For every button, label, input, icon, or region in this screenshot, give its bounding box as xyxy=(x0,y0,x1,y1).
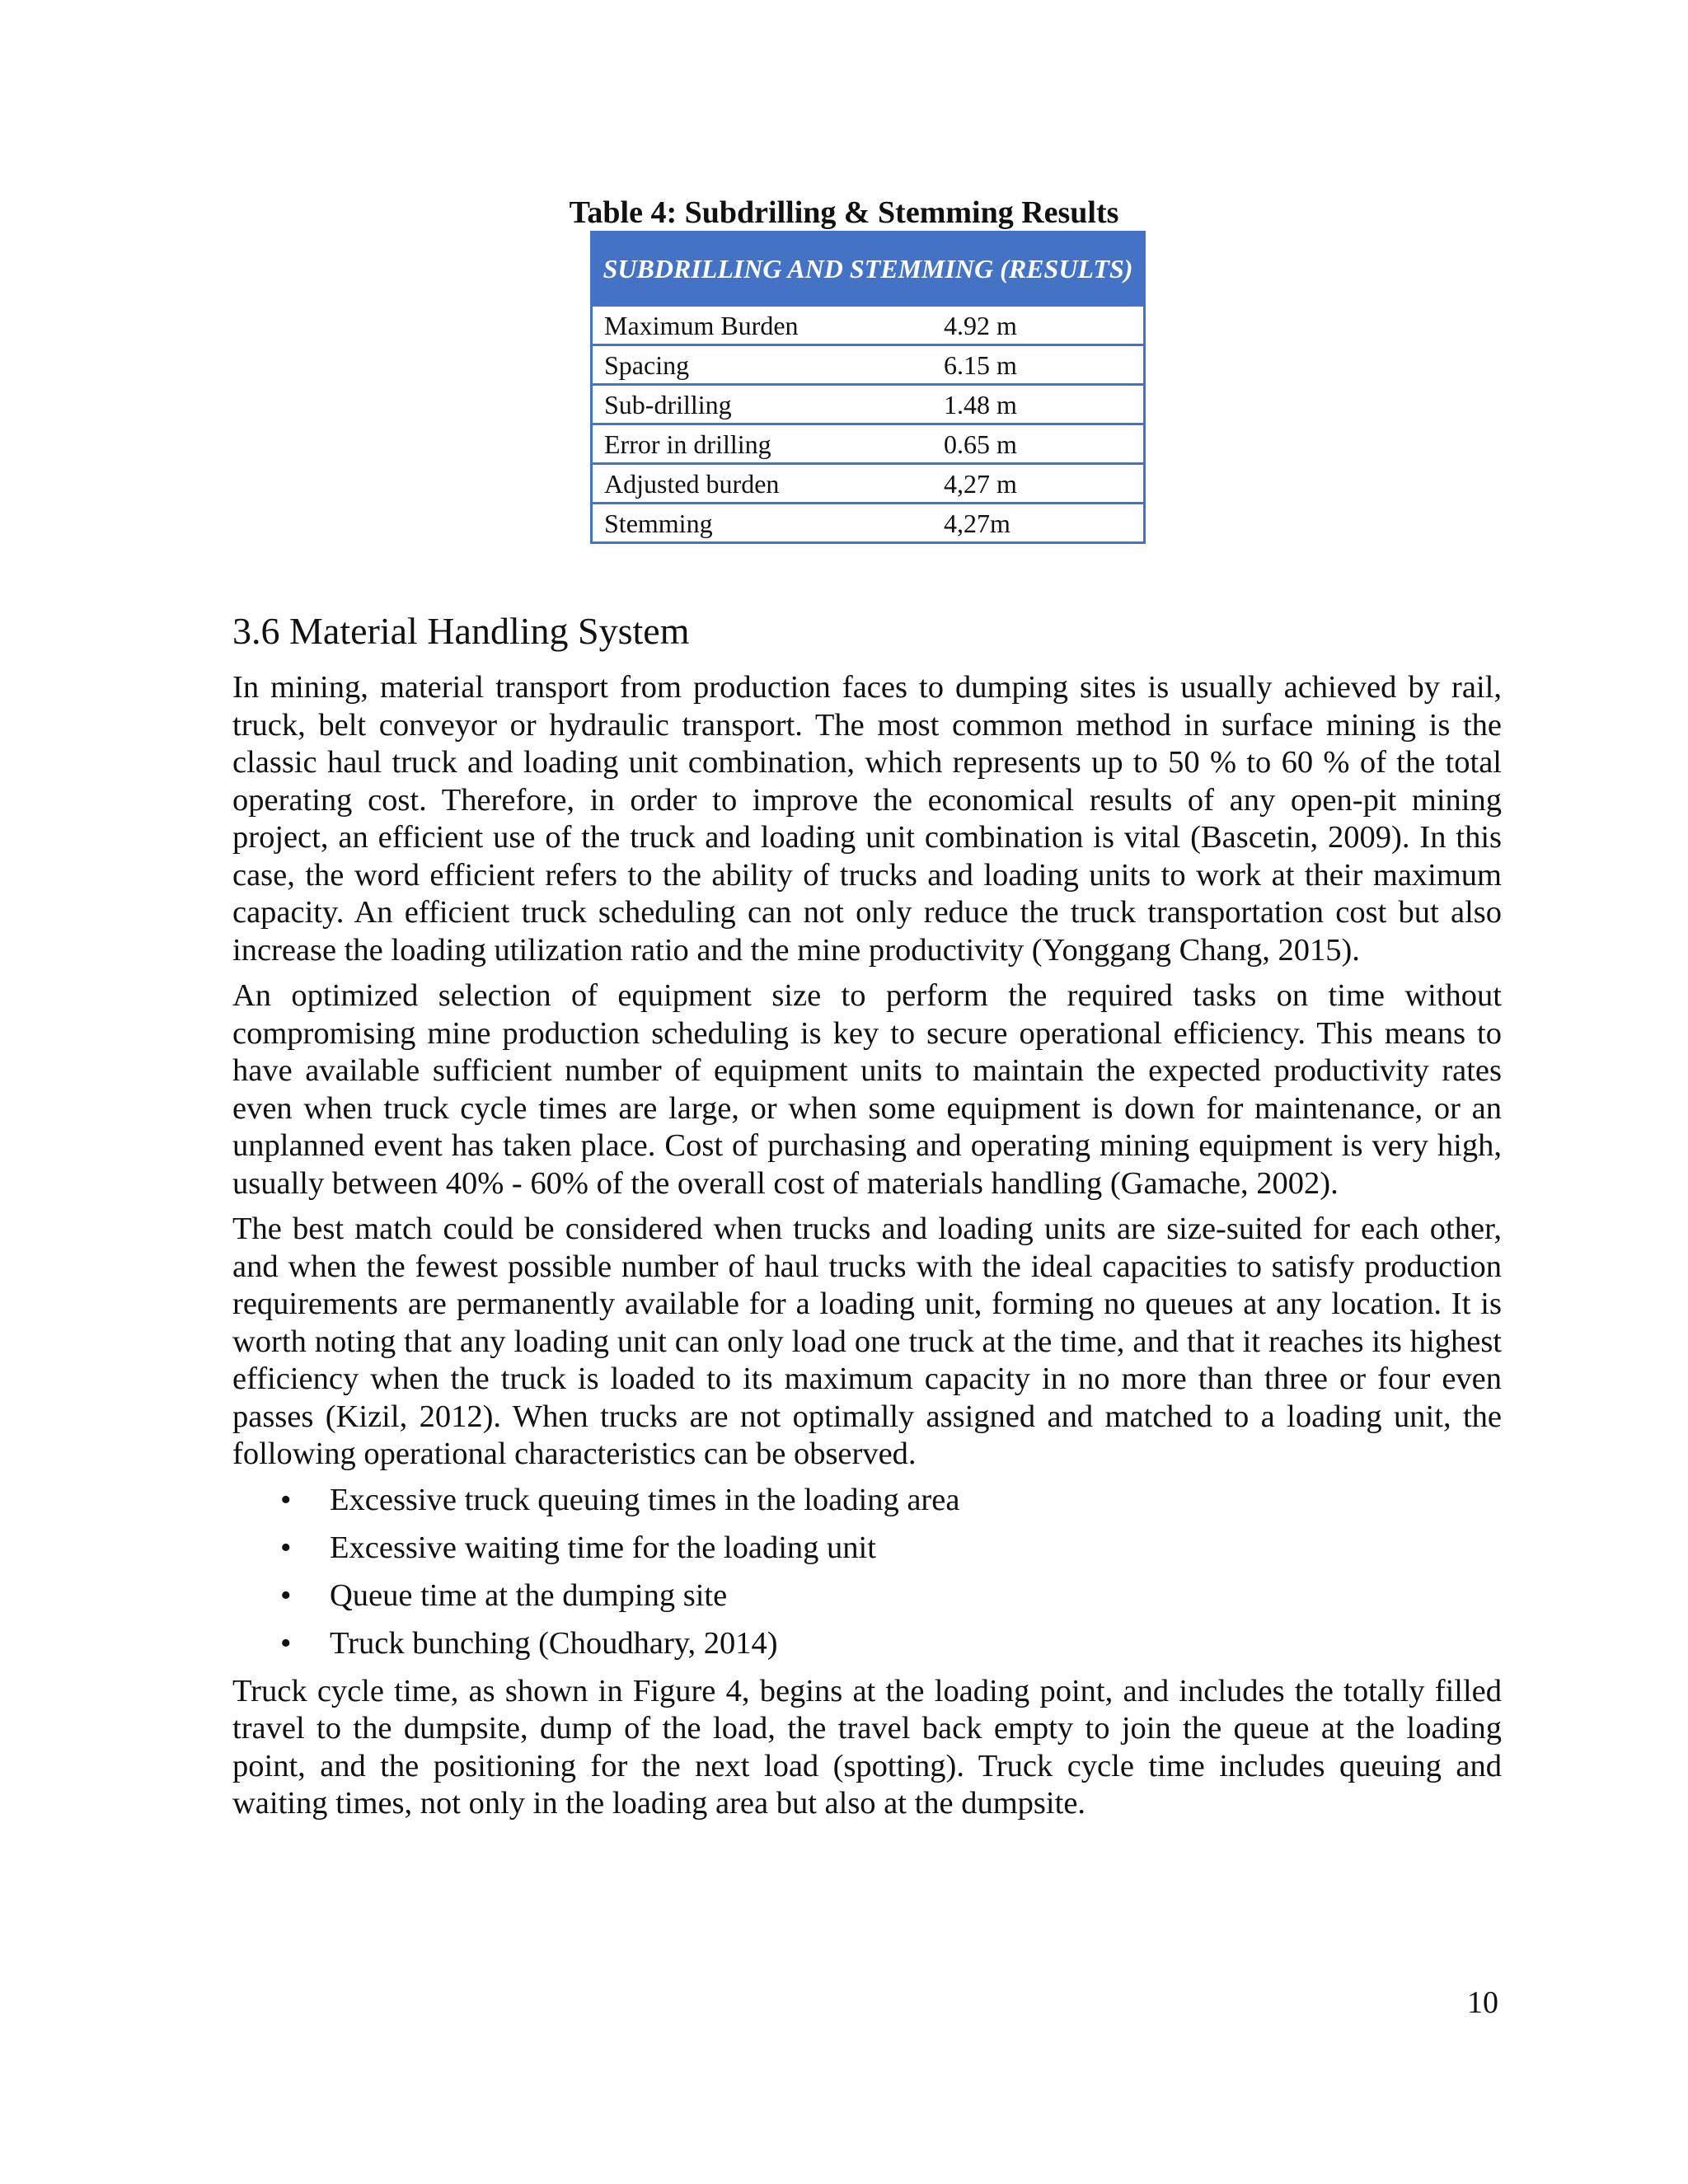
list-item-text: Excessive truck queuing times in the loading area xyxy=(330,1482,960,1517)
row-label: Maximum Burden xyxy=(592,306,940,345)
bullet-icon: • xyxy=(280,1577,292,1613)
paragraph: In mining, material transport from production faces to dumping sites is usually achieved by rail, truck, belt conveyor or hydraulic transport. The most common method in surface mining is the classic haul truck and loading unit combination, which represents up to 50 % to 60 % of the total operating cost. Therefore, in order to improve the economical results of any open-pit mining project, an efficient use of the truck and loading unit combination is vital (Bascetin, 2009). In this case, the word efficient refers to the ability of trucks and loading units to work at their maximum capacity. An efficient truck scheduling can not only reduce the truck transportation cost but also increase the loading utilization ratio and the mine productivity (Yonggang Chang, 2015). xyxy=(232,670,1502,968)
table-caption: Table 4: Subdrilling & Stemming Results xyxy=(569,195,1119,230)
row-label: Stemming xyxy=(592,504,940,543)
row-value: 4,27m xyxy=(939,504,1145,543)
results-table xyxy=(590,231,1146,544)
list-item-text: Queue time at the dumping site xyxy=(330,1577,728,1613)
row-label: Spacing xyxy=(592,345,940,385)
row-value: 1.48 m xyxy=(939,385,1145,424)
paragraph: Truck cycle time, as shown in Figure 4, begins at the loading point, and includes the totally filled travel to the dumpsite, dump of the load, the travel back empty to join the queue at the loading point, and the positioning for the next load (spotting). Truck cycle time includes queuing and waiting times, not only in the loading area but also at the dumpsite. xyxy=(232,1673,1502,1821)
section-body xyxy=(232,669,1502,1831)
table-row xyxy=(592,306,1145,345)
row-label: Sub-drilling xyxy=(592,385,940,424)
list-item xyxy=(280,1577,1502,1615)
list-item xyxy=(280,1482,1502,1519)
row-value: 4,27 m xyxy=(939,464,1145,504)
table-header-row xyxy=(592,232,1145,306)
table-row xyxy=(592,464,1145,504)
page-number: 10 xyxy=(1467,1985,1498,2020)
section-heading: 3.6 Material Handling System xyxy=(232,610,690,652)
bullet-list xyxy=(232,1482,1502,1662)
paragraph: The best match could be considered when trucks and loading units are size-suited for each other, and when the fewest possible number of haul trucks with the ideal capacities to satisfy production requirements are permanently available for a loading unit, forming no queues at any location. It is worth noting that any loading unit can only load one truck at the time, and that it reaches its highest efficiency when the truck is loaded to its maximum capacity in no more than three or four even passes (Kizil, 2012). When trucks are not optimally assigned and matched to a loading unit, the following operational characteristics can be observed. xyxy=(232,1212,1502,1471)
bullet-icon: • xyxy=(280,1482,292,1517)
bullet-icon: • xyxy=(280,1625,292,1661)
list-item xyxy=(280,1625,1502,1662)
paragraph: An optimized selection of equipment size to perform the required tasks on time without compromising mine production scheduling is key to secure operational efficiency. This means to have available sufficient number of equipment units to maintain the expected productivity rates even when truck cycle times are large, or when some equipment is down for maintenance, or an unplanned event has taken place. Cost of purchasing and operating mining equipment is very high, usually between 40% - 60% of the overall cost of materials handling (Gamache, 2002). xyxy=(232,978,1502,1201)
row-label: Error in drilling xyxy=(592,424,940,464)
list-item xyxy=(280,1530,1502,1567)
table-header: SUBDRILLING AND STEMMING (RESULTS) xyxy=(592,232,1145,306)
row-value: 0.65 m xyxy=(939,424,1145,464)
row-value: 6.15 m xyxy=(939,345,1145,385)
row-value: 4.92 m xyxy=(939,306,1145,345)
table-row xyxy=(592,345,1145,385)
table-row xyxy=(592,424,1145,464)
list-item-text: Excessive waiting time for the loading unit xyxy=(330,1530,876,1565)
row-label: Adjusted burden xyxy=(592,464,940,504)
table-row xyxy=(592,504,1145,543)
table-row xyxy=(592,385,1145,424)
bullet-icon: • xyxy=(280,1530,292,1565)
list-item-text: Truck bunching (Choudhary, 2014) xyxy=(330,1625,778,1661)
